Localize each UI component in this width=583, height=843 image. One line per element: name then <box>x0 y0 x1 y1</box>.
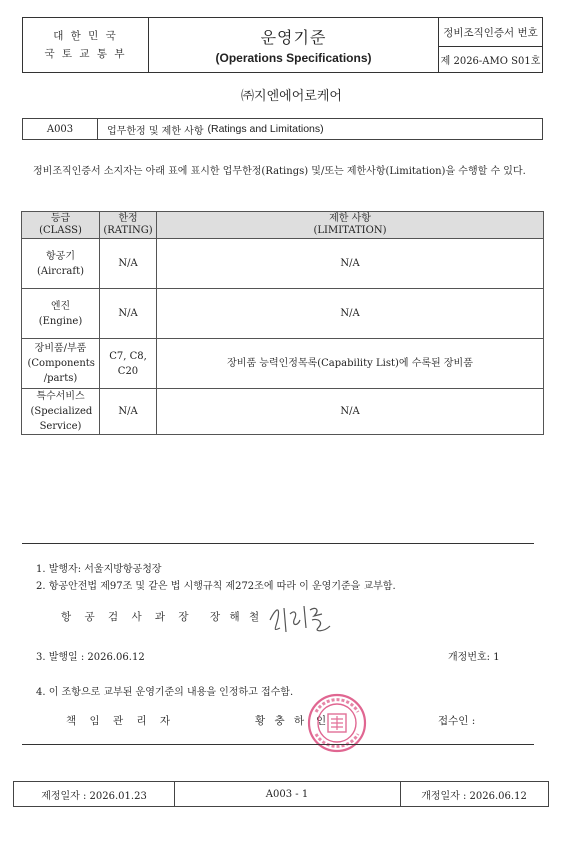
row-class <box>22 239 100 289</box>
header-class-en: (CLASS) <box>39 225 82 236</box>
revision-number: 개정번호: 1 <box>448 652 500 663</box>
row-limitation: 장비품 능력인정목록(Capability List)에 수록된 장비품 <box>157 339 544 389</box>
note-legal-basis: 2. 항공안전법 제97조 및 같은 법 시행규칙 제272조에 따라 이 운영기준을 교부함. <box>36 581 396 592</box>
row-class <box>22 339 100 389</box>
agency-line2: 국 토 교 통 부 <box>44 48 127 60</box>
section-title-korean: 업무한정 및 제한 사항 <box>107 125 204 137</box>
header-limitation <box>157 212 544 239</box>
issuing-agency <box>23 18 149 72</box>
row-limitation: N/A <box>157 239 544 289</box>
row-rating: N/A <box>100 289 157 339</box>
row-rating: N/A <box>100 389 157 435</box>
note-issue-date: 3. 발행일 : 2026.06.12 <box>36 652 145 663</box>
manager-title: 책 임 관 리 자 <box>66 715 176 727</box>
manager-seal-mark: 인 <box>316 715 327 727</box>
row-limitation: N/A <box>157 389 544 435</box>
section-title <box>107 119 324 139</box>
header-limitation-ko: 제한 사항 <box>329 213 371 224</box>
section-code: A003 <box>23 119 98 139</box>
class-ko: 엔진 <box>50 300 71 312</box>
header-class <box>22 212 100 239</box>
document-header <box>22 17 543 73</box>
row-rating: N/A <box>100 239 157 289</box>
manager-name: 황 충 하 <box>255 715 308 727</box>
class-ko: 장비품/부품 <box>34 343 87 354</box>
agency-line1: 대 한 민 국 <box>53 30 118 42</box>
footer-revised: 개정일자 : 2026.06.12 <box>421 790 527 802</box>
certificate-box <box>439 18 542 72</box>
row-rating: C7, C8, C20 <box>100 339 157 389</box>
class-en: (Components /parts) <box>27 358 95 384</box>
title-korean: 운영기준 <box>260 28 327 47</box>
certificate-label: 정비조직인증서 번호 <box>439 18 542 47</box>
header-rating <box>100 212 157 239</box>
table-row <box>22 239 544 289</box>
footer-page: A003 - 1 <box>174 782 401 806</box>
row-class <box>22 289 100 339</box>
class-ko: 항공기 <box>46 250 75 262</box>
intro-paragraph: 정비조직인증서 소지자는 아래 표에 표시한 업무한정(Ratings) 및/또는 제한사항(Limitation)을 수행할 수 있다. <box>33 166 526 177</box>
row-limitation: N/A <box>157 289 544 339</box>
table-row <box>22 389 544 435</box>
inspector-title: 항 공 검 사 과 장 <box>61 611 194 623</box>
inspector-signature <box>266 598 338 638</box>
receiver-label: 접수인 : <box>438 715 476 727</box>
class-ko: 특수서비스 <box>36 391 85 402</box>
class-en: (Engine) <box>38 315 83 327</box>
row-class <box>22 389 100 435</box>
company-name: ㈜지엔에어로케어 <box>241 88 342 104</box>
class-en: (Specialized Service) <box>30 406 93 432</box>
section-bar <box>22 118 543 140</box>
divider-bottom <box>22 744 534 745</box>
table-row <box>22 339 544 389</box>
inspector-name: 장 해 철 <box>210 611 263 623</box>
footer <box>13 781 549 807</box>
certificate-number: 제 2026-AMO S01호 <box>440 55 541 67</box>
header-class-ko: 등급 <box>50 213 71 224</box>
section-title-english: (Ratings and Limitations) <box>207 123 324 135</box>
divider-top <box>22 543 534 544</box>
footer-established: 제정일자 : 2026.01.23 <box>14 782 175 806</box>
note-issuer: 1. 발행자: 서울지방항공청장 <box>36 564 162 575</box>
note-acknowledgement: 4. 이 조항으로 교부된 운영기준의 내용을 인정하고 접수함. <box>36 687 294 698</box>
header-limitation-en: (LIMITATION) <box>313 225 387 236</box>
table-header-row <box>22 212 544 239</box>
ratings-table <box>21 211 544 435</box>
table-row <box>22 289 544 339</box>
title-english: (Operations Specifications) <box>215 51 372 65</box>
header-rating-ko: 한정 <box>118 213 138 224</box>
header-rating-en: (RATING) <box>103 225 153 236</box>
document-title <box>149 18 439 72</box>
class-en: (Aircraft) <box>36 265 85 277</box>
